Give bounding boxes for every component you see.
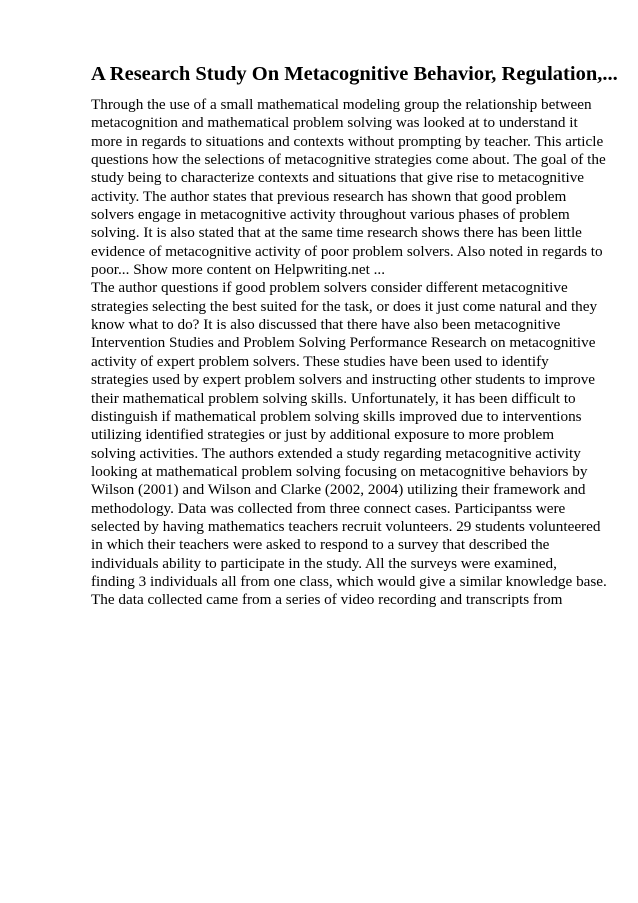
body-line: methodology. Data was collected from three connect cases. Participantss were — [91, 499, 566, 517]
body-line: strategies selecting the best suited for the task, or does it just come natural and they — [91, 297, 598, 315]
body-line: questions how the selections of metacognitive strategies come about. The goal of the — [91, 151, 606, 169]
body-line: solving. It is also stated that at the same time research shows there has been little — [91, 224, 582, 242]
body-line: know what to do? It is also discussed that there have also been metacognitive — [91, 316, 561, 334]
body-line: Wilson (2001) and Wilson and Clarke (2002, 2004) utilizing their framework and — [91, 481, 586, 499]
body-line: strategies used by expert problem solvers and instructing other students to improve — [91, 371, 596, 389]
body-line: individuals ability to participate in the study. All the surveys were examined, — [91, 554, 557, 572]
body-line: activity of expert problem solvers. These studies have been used to identify — [91, 352, 549, 370]
body-line: looking at mathematical problem solving focusing on metacognitive behaviors by — [91, 462, 588, 480]
body-line: activity. The author states that previous research has shown that good problem — [91, 187, 567, 205]
body-line: solving activities. The authors extended a study regarding metacognitive activity — [91, 444, 581, 462]
body-line: utilizing identified strategies or just by additional exposure to more problem — [91, 426, 555, 444]
body-line: selected by having mathematics teachers recruit volunteers. 29 students volunteered — [91, 517, 601, 535]
body-line: study being to characterize contexts and situations that give rise to metacognitive — [91, 169, 585, 187]
body-line: finding 3 individuals all from one class, which would give a similar knowledge base. — [91, 572, 607, 590]
body-line: distinguish if mathematical problem solving skills improved due to interventions — [91, 407, 582, 425]
document-body — [91, 96, 611, 610]
body-line: in which their teachers were asked to respond to a survey that described the — [91, 536, 550, 554]
body-line: Intervention Studies and Problem Solving Performance Research on metacognitive — [91, 334, 596, 352]
body-line: solvers engage in metacognitive activity throughout various phases of problem — [91, 206, 570, 224]
body-line: their mathematical problem solving skills. Unfortunately, it has been difficult to — [91, 389, 576, 407]
body-line: The data collected came from a series of video recording and transcripts from — [91, 591, 563, 609]
body-line: evidence of metacognitive activity of poor problem solvers. Also noted in regards to — [91, 242, 603, 260]
document-title: A Research Study On Metacognitive Behavior, Regulation,... — [91, 63, 618, 85]
body-line-show-more: poor... Show more content on Helpwriting.net ... — [91, 261, 386, 279]
body-line: The author questions if good problem solvers consider different metacognitive — [91, 279, 568, 297]
body-line: Through the use of a small mathematical modeling group the relationship between — [91, 96, 592, 113]
body-line: metacognition and mathematical problem solving was looked at to understand it — [91, 114, 578, 132]
body-line: more in regards to situations and contexts without prompting by teacher. This article — [91, 132, 604, 150]
